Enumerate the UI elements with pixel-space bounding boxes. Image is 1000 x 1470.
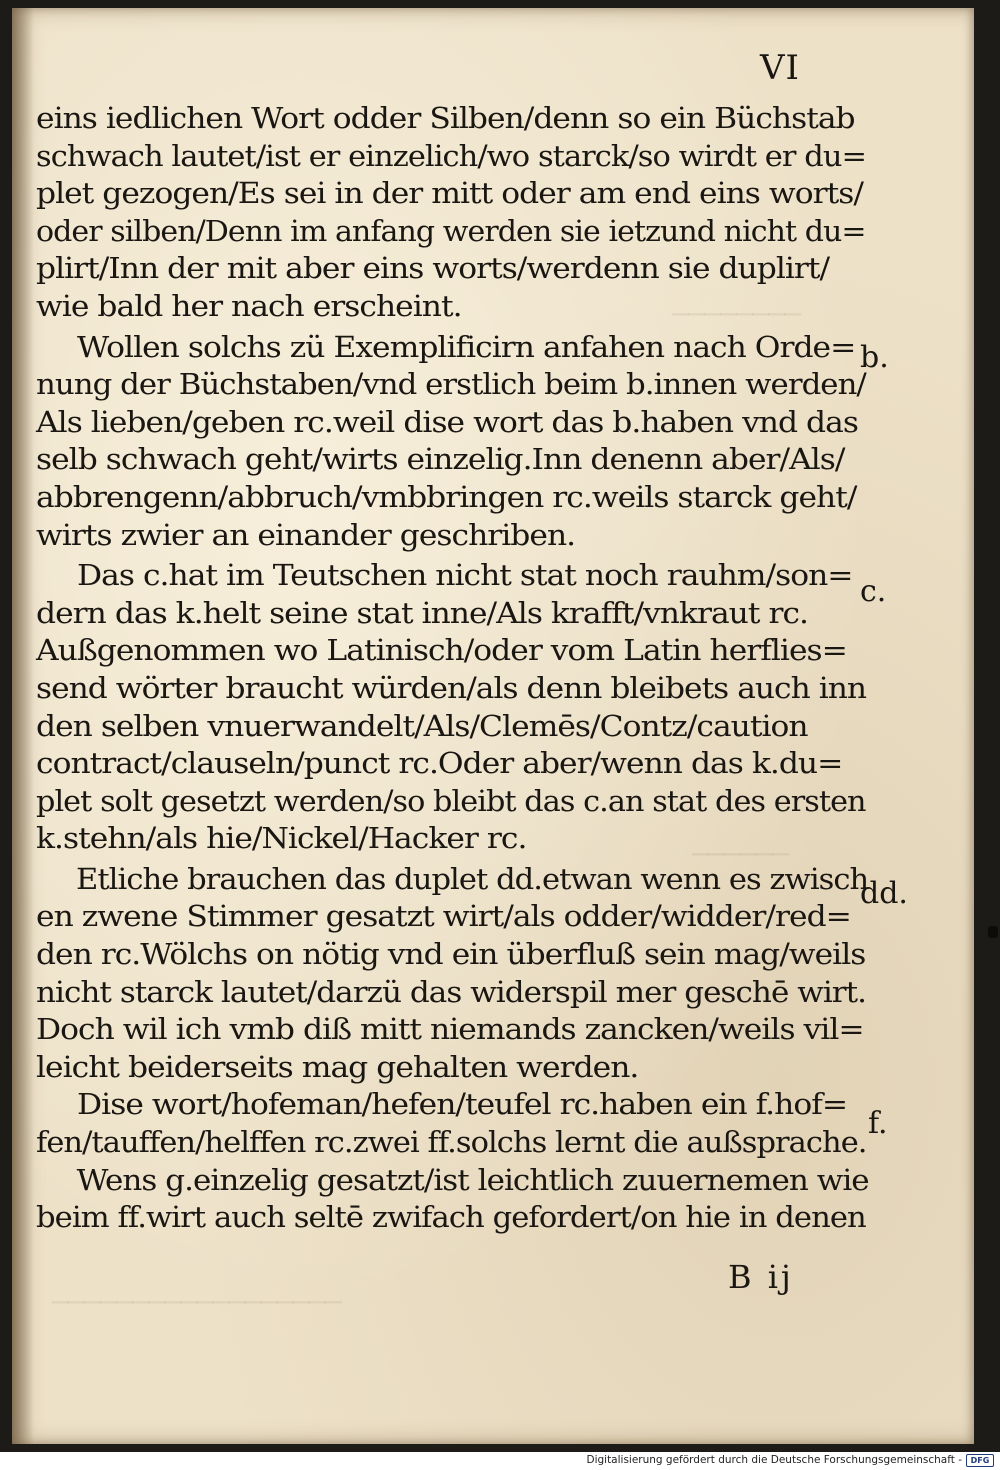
text-line: schwach lautet/ist er einzelich/wo starck/so wirdt er du= bbox=[36, 138, 867, 173]
spine-shadow bbox=[12, 8, 34, 1444]
paragraph bbox=[36, 861, 869, 1087]
text-line: oder silben/Denn im anfang werden sie ietzund nicht du= bbox=[36, 213, 866, 248]
dfg-logo: DFG bbox=[966, 1454, 994, 1467]
text-line: Als lieben/geben rc.weil dise wort das b.haben vnd das bbox=[36, 404, 858, 439]
folio-number: VI bbox=[760, 48, 800, 88]
margin-note-c: c. bbox=[860, 574, 887, 609]
body-text bbox=[36, 100, 869, 1237]
paragraph bbox=[36, 100, 866, 326]
text-line: plet solt gesetzt werden/so bleibt das c.an stat des ersten bbox=[36, 783, 866, 818]
text-line: Dise wort/hofeman/hefen/teufel rc.haben ein f.hof= bbox=[77, 1087, 848, 1122]
text-line: Doch wil ich vmb diß mitt niemands zancken/weils vil= bbox=[36, 1012, 864, 1047]
text-line: wirts zwier an einander geschriben. bbox=[36, 517, 576, 552]
text-line: plet gezogen/Es sei in der mitt oder am end eins worts/ bbox=[36, 176, 863, 211]
paper-page bbox=[12, 8, 974, 1444]
text-line: Etliche brauchen das duplet dd.etwan wenn es zwisch bbox=[76, 861, 869, 896]
text-line: contract/clauseln/punct rc.Oder aber/wenn das k.du= bbox=[36, 746, 843, 781]
text-line: dern das k.helt seine stat inne/Als krafft/vnkraut rc. bbox=[36, 595, 809, 630]
text-line: fen/tauffen/helffen rc.zwei ff.solchs lernt die außsprache. bbox=[36, 1125, 867, 1160]
footer-credit: Digitalisierung gefördert durch die Deutsche Forschungsgemeinschaft - bbox=[586, 1454, 962, 1466]
text-line: beim ff.wirt auch seltē zwifach gefordert/on hie in denen bbox=[36, 1200, 866, 1235]
text-line: nung der Büchstaben/vnd erstlich beim b.innen werden/ bbox=[36, 367, 866, 402]
text-line: wie bald her nach erscheint. bbox=[36, 288, 462, 323]
text-line: den selben vnuerwandelt/Als/Clemēs/Contz/caution bbox=[36, 708, 808, 743]
signature-mark: B ij bbox=[728, 1258, 794, 1296]
text-line: Wollen solchs zü Exemplificirn anfahen nach Orde= bbox=[77, 329, 856, 364]
page-edge-mark bbox=[988, 926, 998, 938]
text-line: abbrengenn/abbruch/vmbbringen rc.weils starck geht/ bbox=[36, 479, 857, 514]
margin-note-b: b. bbox=[860, 340, 889, 375]
show-through-text: ──────── bbox=[672, 298, 801, 331]
text-line: en zwene Stimmer gesatzt wirt/als odder/widder/red= bbox=[36, 899, 851, 934]
text-line: Außgenommen wo Latinisch/oder vom Latin herflies= bbox=[36, 633, 847, 668]
show-through-text: ────────────────── bbox=[52, 1286, 342, 1319]
text-line: nicht starck lautet/darzü das widerspil mer geschē wirt. bbox=[36, 974, 867, 1009]
margin-note-f: f. bbox=[868, 1106, 888, 1141]
show-through-text: ────── bbox=[692, 838, 789, 871]
text-line: leicht beiderseits mag gehalten werden. bbox=[36, 1049, 639, 1084]
paragraph bbox=[36, 1086, 866, 1161]
footer-bar bbox=[0, 1452, 1000, 1470]
paragraph bbox=[36, 1162, 869, 1237]
text-line: eins iedlichen Wort odder Silben/denn so ein Büchstab bbox=[36, 101, 855, 135]
text-line: Das c.hat im Teutschen nicht stat noch rauhm/son= bbox=[77, 558, 853, 593]
text-line: den rc.Wölchs on nötig vnd ein überfluß sein mag/weils bbox=[36, 937, 866, 972]
text-line: send wörter braucht würden/als denn bleibets auch inn bbox=[36, 670, 867, 705]
paragraph bbox=[36, 557, 866, 858]
text-line: Wens g.einzelig gesatzt/ist leichtlich zuuernemen wie bbox=[76, 1162, 869, 1197]
text-line: selb schwach geht/wirts einzelig.Inn denenn aber/Als/ bbox=[36, 442, 845, 477]
paragraph bbox=[36, 329, 866, 555]
margin-note-dd: dd. bbox=[860, 876, 908, 911]
text-line: k.stehn/als hie/Nickel/Hacker rc. bbox=[36, 821, 527, 856]
text-line: plirt/Inn der mit aber eins worts/werdenn sie duplirt/ bbox=[36, 251, 830, 286]
